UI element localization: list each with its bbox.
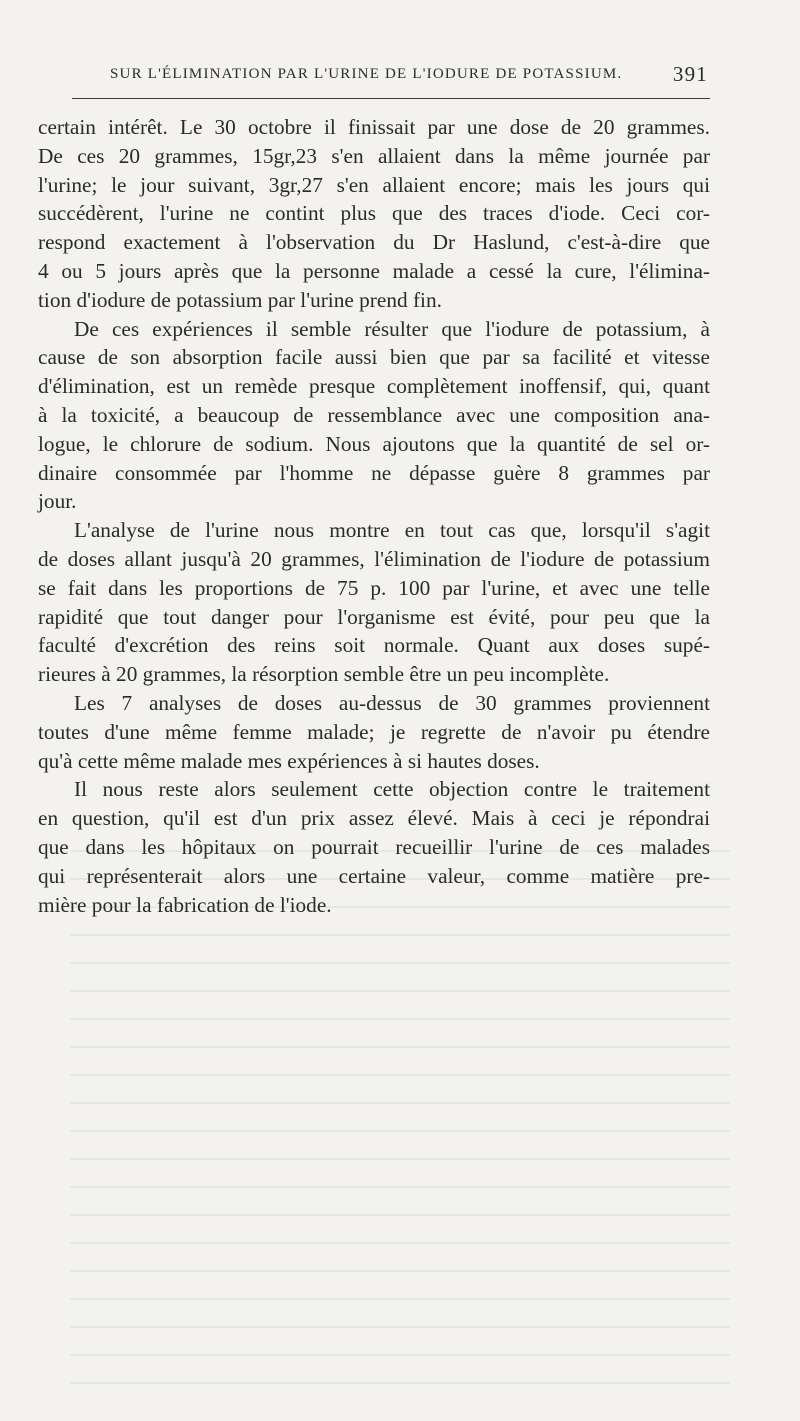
text-line: Les 7 analyses de doses au-dessus de 30 grammes proviennent: [74, 690, 710, 715]
text-line: que dans les hôpitaux on pourrait recueillir l'urine de ces malades: [38, 834, 710, 859]
text-line: mière pour la fabrication de l'iode.: [38, 892, 332, 917]
text-line: l'urine; le jour suivant, 3gr,27 s'en allaient encore; mais les jours qui: [38, 172, 710, 197]
running-title: SUR L'ÉLIMINATION PAR L'URINE DE L'IODURE DE POTASSIUM.: [110, 66, 623, 82]
text-line: certain intérêt. Le 30 octobre il finissait par une dose de 20 grammes.: [38, 115, 710, 139]
text-line: tion d'iodure de potassium par l'urine prend fin.: [38, 287, 442, 312]
page-number: 391: [672, 62, 708, 86]
text-line: cause de son absorption facile aussi bien que par sa facilité et vitesse: [38, 345, 710, 370]
running-head: [38, 56, 710, 96]
book-page: [38, 56, 710, 919]
text-line: L'analyse de l'urine nous montre en tout cas que, lorsqu'il s'agit: [74, 518, 710, 543]
text-line: à la toxicité, a beaucoup de ressemblance avec une composition ana-: [38, 402, 710, 427]
text-line: De ces expériences il semble résulter que l'iodure de potassium, à: [74, 316, 710, 341]
text-line: faculté d'excrétion des reins soit normale. Quant aux doses supé-: [38, 633, 710, 658]
text-line: Il nous reste alors seulement cette objection contre le traitement: [74, 777, 710, 802]
text-line: rieures à 20 grammes, la résorption semble être un peu incomplète.: [38, 662, 610, 687]
text-line: toutes d'une même femme malade; je regrette de n'avoir pu étendre: [38, 719, 710, 744]
show-through-texture: [70, 850, 730, 1410]
text-line: qu'à cette même malade mes expériences à si hautes doses.: [38, 748, 540, 773]
text-line: rapidité que tout danger pour l'organisme est évité, pour peu que la: [38, 604, 710, 629]
text-line: logue, le chlorure de sodium. Nous ajoutons que la quantité de sel or-: [38, 431, 710, 456]
text-line: De ces 20 grammes, 15gr,23 s'en allaient dans la même journée par: [38, 143, 710, 168]
text-line: se fait dans les proportions de 75 p. 100 par l'urine, et avec une telle: [38, 575, 710, 600]
text-line: qui représenterait alors une certaine valeur, comme matière pre-: [38, 863, 710, 888]
text-line: d'élimination, est un remède presque complètement inoffensif, qui, quant: [38, 374, 710, 399]
text-line: de doses allant jusqu'à 20 grammes, l'élimination de l'iodure de potassium: [38, 546, 710, 571]
text-line: dinaire consommée par l'homme ne dépasse guère 8 grammes par: [38, 460, 710, 485]
header-rule: [72, 98, 710, 99]
text-line: respond exactement à l'observation du Dr Haslund, c'est-à-dire que: [38, 230, 710, 255]
body-text: [38, 113, 710, 919]
text-line: succédèrent, l'urine ne contint plus que des traces d'iode. Ceci cor-: [38, 201, 710, 226]
text-line: en question, qu'il est d'un prix assez élevé. Mais à ceci je répondrai: [38, 806, 710, 831]
text-line: 4 ou 5 jours après que la personne malade a cessé la cure, l'élimina-: [38, 258, 710, 283]
text-line: jour.: [38, 489, 77, 514]
